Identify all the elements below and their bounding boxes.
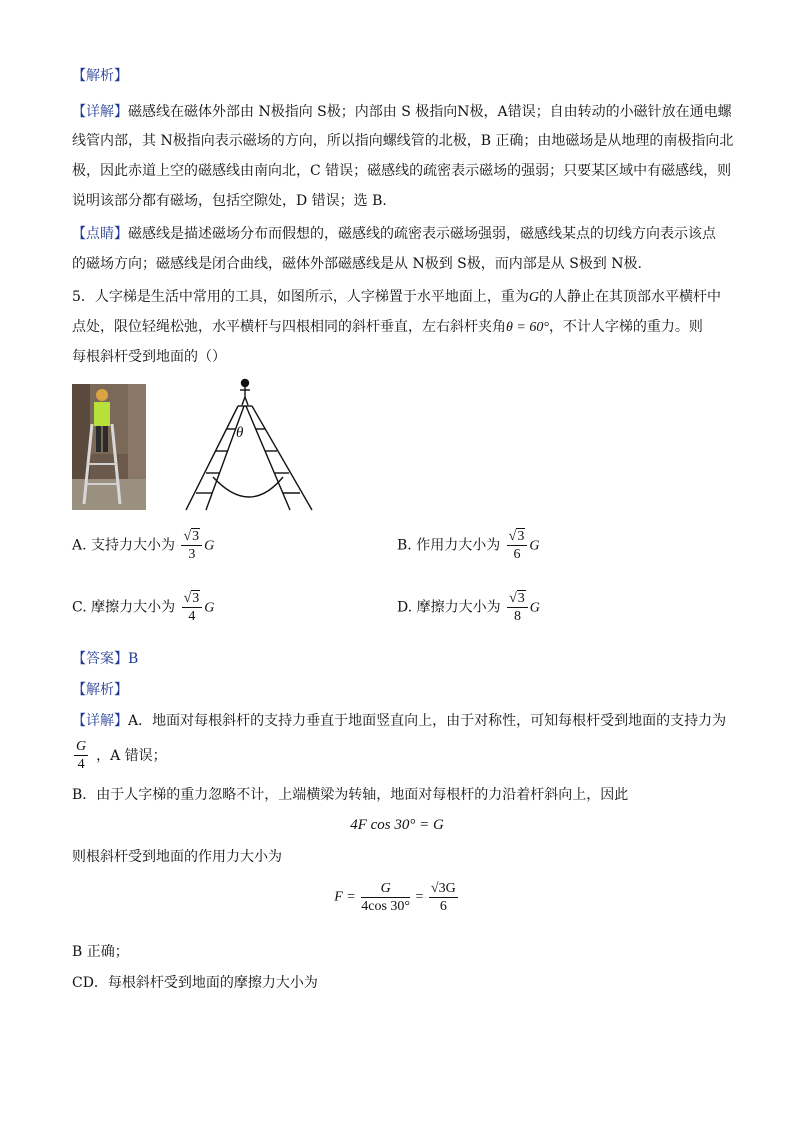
- analysis-heading: 【解析】: [72, 68, 128, 84]
- frac-den: 4: [77, 757, 85, 772]
- answer-line: 【答案】B: [72, 651, 139, 667]
- question-5-line-3: 每根斜杆受到地面的（）: [72, 349, 226, 365]
- theta-label: θ: [236, 425, 244, 441]
- text: ，A 错误；: [96, 747, 167, 764]
- text: 磁感线在磁体外部由 N极指向 S极；内部由 S 极指向N极，A错误；自由转动的小磁针放在通电螺: [128, 104, 732, 120]
- eq2-lhs: F =: [334, 889, 356, 905]
- detail2-line-2: [72, 738, 167, 773]
- option-b-fraction: $\frac{√3}{6}$: [507, 528, 528, 563]
- eq2-num-2: 3G: [438, 881, 456, 896]
- option-d-text: D. 摩擦力大小为: [397, 599, 501, 616]
- option-c[interactable]: [72, 590, 214, 625]
- eq2-den-1: 4cos 30°: [361, 899, 411, 914]
- option-d-den: 8: [513, 609, 521, 624]
- ladder-photo: [72, 384, 146, 510]
- option-c-num: 3: [192, 591, 200, 606]
- option-b-var: G: [529, 538, 540, 554]
- option-b[interactable]: [397, 528, 539, 563]
- text: A．地面对每根斜杆的支持力垂直于地面竖直向上，由于对称性，可知每根杆受到地面的支持力为: [128, 713, 727, 729]
- text: 点处，限位轻绳松弛，水平横杆与四根相同的斜杆垂直，左右斜杆夹角: [72, 319, 506, 335]
- comment-tag: 【点睛】: [72, 226, 128, 242]
- detail-paragraph-line-3: 极，因此赤道上空的磁感线由南向北，C 错误；磁感线的疏密表示磁场的强弱；只要某区域中有磁感线，则: [72, 163, 732, 179]
- option-b-den: 6: [513, 547, 521, 562]
- option-a-var: G: [204, 538, 215, 554]
- detail2-line-4: 则根斜杆受到地面的作用力大小为: [72, 849, 282, 865]
- var-g: G: [528, 290, 540, 305]
- option-d-num: 3: [517, 591, 525, 606]
- option-b-text: B. 作用力大小为: [397, 537, 501, 554]
- eq2-fraction-2: $\frac{√3G}{6}$: [430, 881, 456, 914]
- angle-theta: θ = 60°: [506, 320, 549, 335]
- detail-paragraph-line-1: [72, 102, 732, 122]
- question-5-line-2: [72, 317, 703, 338]
- detail2-line-6: CD．每根斜杆受到地面的摩擦力大小为: [72, 975, 318, 991]
- detail-paragraph-line-2: 线管内部，其 N极指向表示磁场的方向，所以指向螺线管的北极，B 正确；由地磁场是从地理的南极指向北: [72, 133, 734, 149]
- detail2-line-1: [72, 711, 726, 731]
- analysis-heading-2: 【解析】: [72, 682, 128, 698]
- option-c-fraction: $\frac{√3}{4}$: [182, 590, 203, 625]
- option-c-den: 4: [188, 609, 196, 624]
- option-a-den: 3: [188, 547, 196, 562]
- eq2-fraction-1: [361, 880, 410, 915]
- option-a-fraction: $\frac{√3}{3}$: [181, 528, 202, 563]
- detail2-line-5: B 正确；: [72, 944, 129, 960]
- question-5-line-1: [72, 287, 721, 308]
- option-b-num: 3: [517, 529, 525, 544]
- comment-paragraph-line-1: [72, 224, 716, 244]
- eq2-num-1: G: [361, 880, 410, 898]
- option-d-fraction: $\frac{√3}{8}$: [507, 590, 528, 625]
- eq2-den-2: 6: [439, 899, 447, 914]
- comment-paragraph-line-2: 的磁场方向；磁感线是闭合曲线，磁体外部磁感线是从 N极到 S极，而内部是从 S极到 N极.: [72, 256, 642, 272]
- detail2-line-3: B．由于人字梯的重力忽略不计，上端横梁为转轴，地面对每根杆的力沿着杆斜向上，因此: [72, 787, 629, 803]
- option-c-text: C. 摩擦力大小为: [72, 599, 176, 616]
- text: ，不计人字梯的重力。则: [548, 319, 703, 335]
- ladder-diagram: [180, 377, 320, 513]
- option-a-num: 3: [192, 529, 200, 544]
- eq2-equals: =: [415, 889, 424, 905]
- option-a-text: A. 支持力大小为: [72, 537, 176, 554]
- detail-tag: 【详解】: [72, 104, 128, 120]
- detail-paragraph-line-4: 说明该部分都有磁场，包括空隙处，D 错误；选 B.: [72, 193, 387, 209]
- text: 的人静止在其顶部水平横杆中: [539, 289, 722, 305]
- equation-2: [0, 880, 794, 915]
- option-c-var: G: [204, 600, 215, 616]
- option-a[interactable]: [72, 528, 214, 563]
- detail2-tag: 【详解】: [72, 713, 128, 729]
- option-d-var: G: [529, 600, 540, 616]
- equation-1: 4F cos 30° = G: [350, 817, 444, 833]
- text: 磁感线是描述磁场分布而假想的，磁感线的疏密表示磁场强弱，磁感线某点的切线方向表示该点: [128, 226, 716, 242]
- option-d[interactable]: [397, 590, 540, 625]
- g-over-4-fraction: [74, 738, 88, 773]
- text: 5．人字梯是生活中常用的工具，如图所示，人字梯置于水平地面上，重为: [72, 289, 529, 305]
- frac-num: G: [76, 739, 87, 754]
